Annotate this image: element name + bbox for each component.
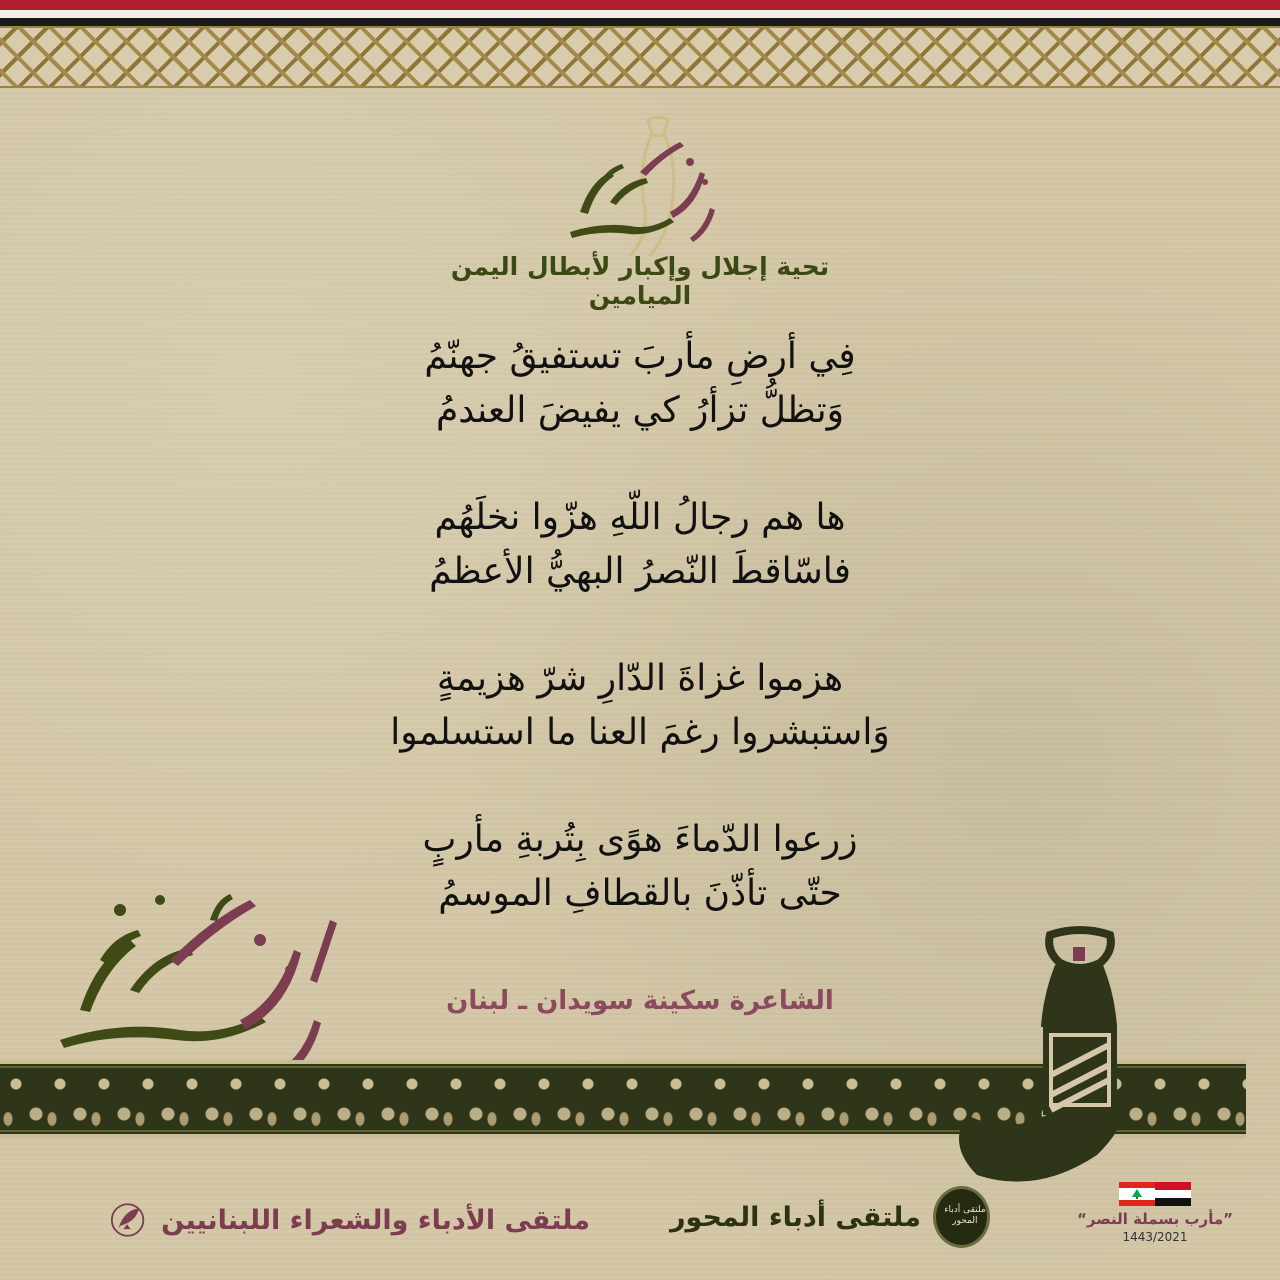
header-subtitle: تحية إجلال وإكبار لأبطال اليمن الميامين: [450, 252, 830, 310]
flags: [1060, 1182, 1250, 1206]
verse-line: فاسّاقطَ النّصرُ البهيُّ الأعظمُ: [429, 551, 851, 592]
campaign-year: 1443/2021: [1122, 1230, 1188, 1244]
jambiya-dagger-icon: [955, 925, 1215, 1195]
footer-org-left: [110, 1190, 590, 1250]
top-stripe-white: [0, 10, 1280, 18]
stanza: [300, 330, 980, 438]
footer-org-mid: [670, 1182, 990, 1252]
feather-cedar-icon: [110, 1191, 145, 1249]
stanza: [300, 491, 980, 599]
verse-line: هزموا غزاةَ الدّارِ شرّ هزيمةٍ: [436, 658, 844, 699]
verse-line: فِي أرضِ مأربَ تستفيقُ جهنّمُ: [424, 336, 856, 377]
verse-line: زرعوا الدّماءَ هوًى بِتُربةِ مأربٍ: [422, 819, 858, 860]
campaign-block: [1060, 1182, 1250, 1252]
verse-line: ها هم رجالُ اللّهِ هزّوا نخلَهُم: [434, 497, 846, 538]
top-stripe-red: [0, 0, 1280, 10]
stanza: [300, 652, 980, 760]
top-stripe-black: [0, 18, 1280, 26]
verse-line: وَاستبشروا رغمَ العنا ما استسلموا: [390, 712, 890, 753]
poet-name: الشاعرة سكينة سويدان ـ لبنان: [446, 986, 834, 1016]
verse-line: حتّى تأذّنَ بالقطافِ الموسمُ: [438, 873, 842, 914]
circle-badge-icon: [933, 1186, 990, 1248]
verse-line: وَتظلُّ تزأرُ كي يفيضَ العندمُ: [436, 390, 844, 431]
poem: [300, 330, 980, 974]
stanza: [300, 813, 980, 921]
header-calligraphy-logo: [540, 112, 740, 262]
top-braid-border: [0, 26, 1280, 88]
footer-org-mid-label: ملتقى أدباء المحور: [670, 1201, 921, 1233]
badge-label: ملتقى أدباء المحور: [944, 1205, 986, 1226]
footer-org-left-label: ملتقى الأدباء والشعراء اللبنانيين: [161, 1204, 590, 1236]
lebanon-flag-icon: [1119, 1182, 1155, 1206]
campaign-title: ”مأرب بسملة النصر“: [1077, 1210, 1233, 1228]
yemen-flag-icon: [1155, 1182, 1191, 1206]
